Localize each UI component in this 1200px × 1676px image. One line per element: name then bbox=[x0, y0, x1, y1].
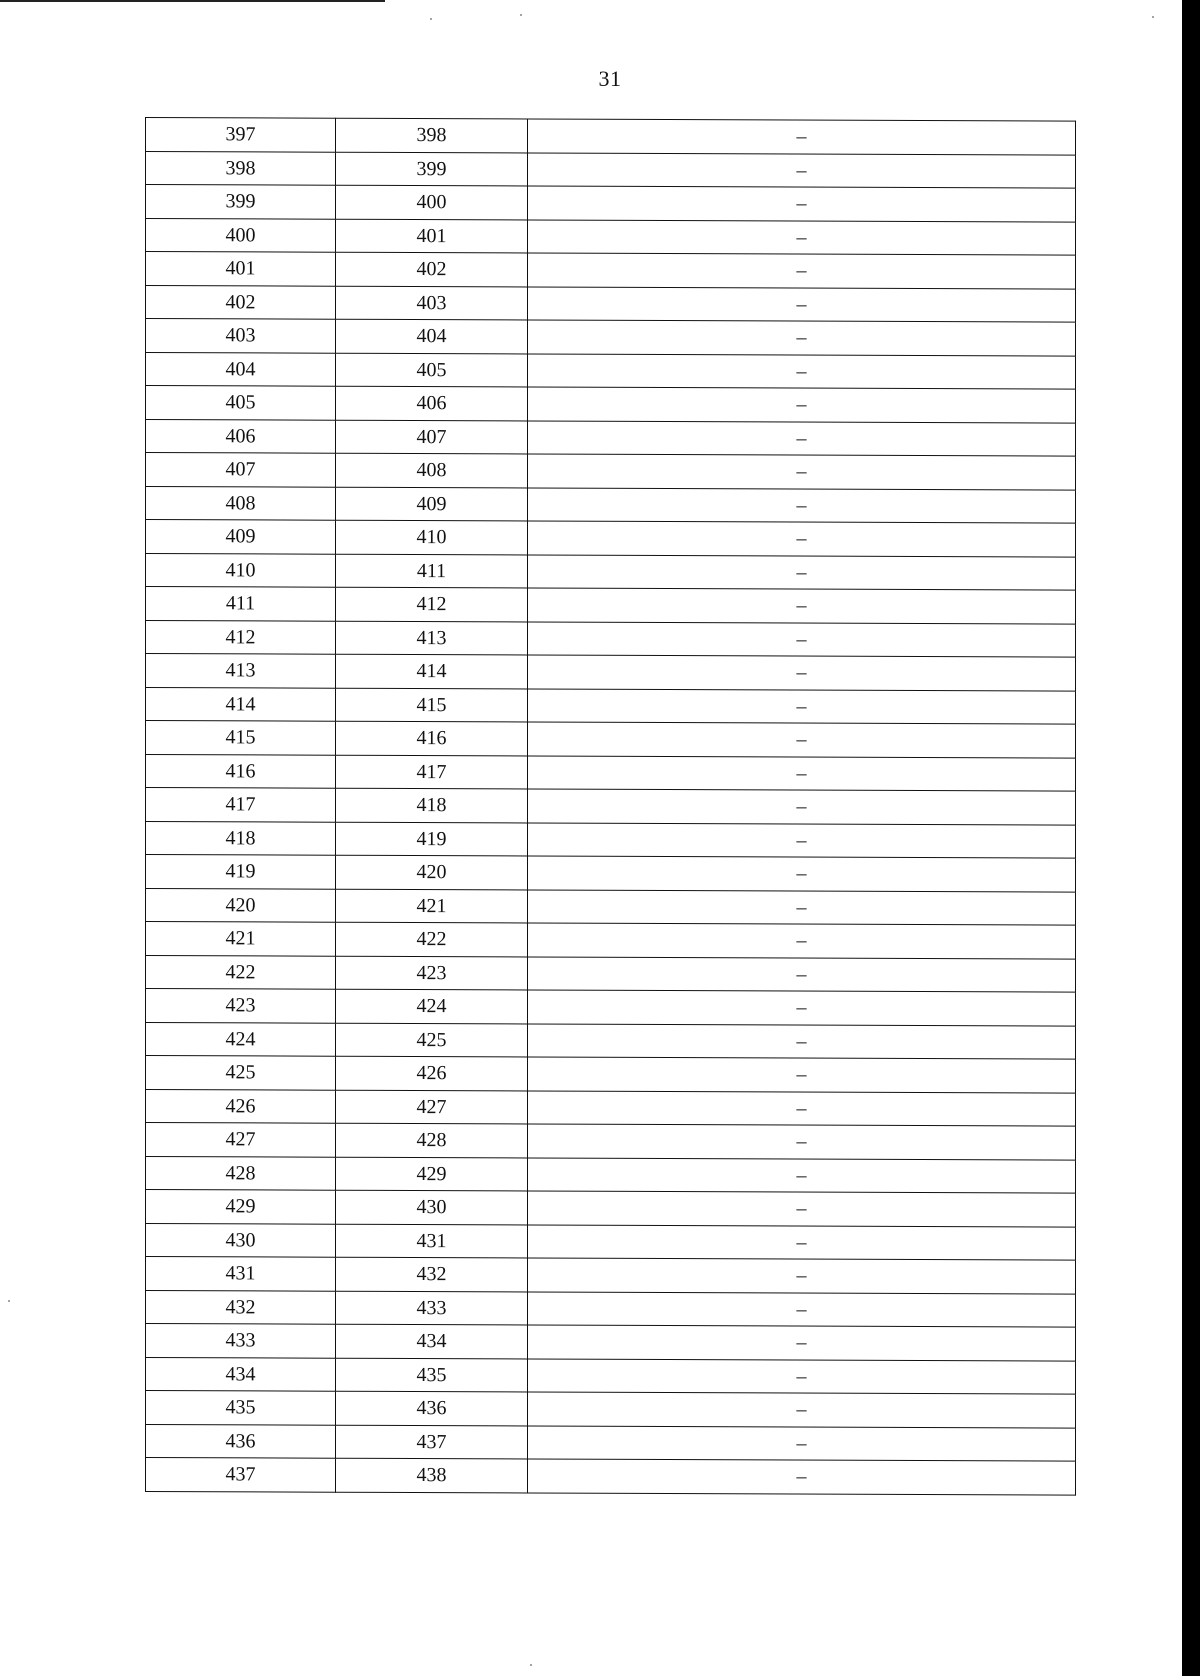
cell-value: – bbox=[528, 353, 1076, 389]
table-row bbox=[146, 319, 1076, 356]
table-row bbox=[146, 1190, 1076, 1227]
table-row bbox=[146, 587, 1076, 624]
cell-value: – bbox=[528, 1258, 1076, 1294]
cell-to-number: 419 bbox=[336, 822, 528, 856]
cell-to-number: 430 bbox=[336, 1190, 528, 1224]
table-row bbox=[146, 185, 1076, 222]
table-row bbox=[146, 721, 1076, 758]
table-row bbox=[146, 453, 1076, 490]
cell-value: – bbox=[528, 1191, 1076, 1227]
cell-value: – bbox=[528, 487, 1076, 523]
cell-from-number: 398 bbox=[146, 151, 336, 185]
cell-value: – bbox=[528, 286, 1076, 322]
table-row bbox=[146, 553, 1076, 590]
cell-value: – bbox=[528, 722, 1076, 758]
cell-from-number: 426 bbox=[146, 1089, 336, 1123]
table-row bbox=[146, 922, 1076, 959]
cell-to-number: 428 bbox=[336, 1123, 528, 1157]
scan-speck bbox=[8, 1300, 10, 1302]
cell-value: – bbox=[528, 621, 1076, 657]
table-row bbox=[146, 955, 1076, 992]
table-row bbox=[146, 252, 1076, 289]
cell-from-number: 411 bbox=[146, 587, 336, 621]
cell-to-number: 422 bbox=[336, 922, 528, 956]
cell-value: – bbox=[528, 1291, 1076, 1327]
cell-to-number: 403 bbox=[336, 286, 528, 320]
cell-to-number: 433 bbox=[336, 1291, 528, 1325]
cell-from-number: 422 bbox=[146, 955, 336, 989]
cell-to-number: 437 bbox=[336, 1425, 528, 1459]
cell-to-number: 417 bbox=[336, 755, 528, 789]
cell-value: – bbox=[528, 688, 1076, 724]
cell-to-number: 438 bbox=[336, 1458, 528, 1492]
cell-from-number: 434 bbox=[146, 1357, 336, 1391]
table-row bbox=[146, 285, 1076, 322]
cell-value: – bbox=[528, 119, 1076, 155]
cell-from-number: 431 bbox=[146, 1257, 336, 1291]
cell-from-number: 403 bbox=[146, 319, 336, 353]
cell-to-number: 424 bbox=[336, 989, 528, 1023]
scan-speck bbox=[1152, 16, 1154, 18]
table-row bbox=[146, 989, 1076, 1026]
page-number: 31 bbox=[598, 66, 622, 91]
cell-value: – bbox=[528, 320, 1076, 356]
scan-top-rule bbox=[0, 0, 385, 2]
cell-value: – bbox=[528, 152, 1076, 188]
cell-value: – bbox=[528, 219, 1076, 255]
cell-from-number: 415 bbox=[146, 721, 336, 755]
cell-to-number: 416 bbox=[336, 721, 528, 755]
cell-value: – bbox=[528, 1057, 1076, 1093]
cell-to-number: 423 bbox=[336, 956, 528, 990]
cell-from-number: 418 bbox=[146, 821, 336, 855]
cell-to-number: 414 bbox=[336, 654, 528, 688]
cell-from-number: 397 bbox=[146, 118, 336, 152]
cell-to-number: 413 bbox=[336, 621, 528, 655]
cell-value: – bbox=[528, 1392, 1076, 1428]
cell-from-number: 408 bbox=[146, 486, 336, 520]
table-row bbox=[146, 118, 1076, 155]
cell-to-number: 411 bbox=[336, 554, 528, 588]
cell-from-number: 412 bbox=[146, 620, 336, 654]
table-row bbox=[146, 754, 1076, 791]
cell-from-number: 401 bbox=[146, 252, 336, 286]
cell-value: – bbox=[528, 387, 1076, 423]
cell-from-number: 430 bbox=[146, 1223, 336, 1257]
cell-value: – bbox=[528, 789, 1076, 825]
table-row bbox=[146, 788, 1076, 825]
cell-to-number: 402 bbox=[336, 252, 528, 286]
cell-from-number: 435 bbox=[146, 1391, 336, 1425]
cell-to-number: 426 bbox=[336, 1056, 528, 1090]
cell-to-number: 412 bbox=[336, 587, 528, 621]
cell-from-number: 414 bbox=[146, 687, 336, 721]
cell-from-number: 421 bbox=[146, 922, 336, 956]
cell-from-number: 399 bbox=[146, 185, 336, 219]
cell-from-number: 424 bbox=[146, 1022, 336, 1056]
cell-value: – bbox=[528, 454, 1076, 490]
cell-to-number: 406 bbox=[336, 386, 528, 420]
cell-from-number: 420 bbox=[146, 888, 336, 922]
scan-speck bbox=[530, 1664, 532, 1666]
cell-from-number: 407 bbox=[146, 453, 336, 487]
table-row bbox=[146, 1123, 1076, 1160]
cell-value: – bbox=[528, 856, 1076, 892]
table-row bbox=[146, 352, 1076, 389]
cell-from-number: 429 bbox=[146, 1190, 336, 1224]
table-row bbox=[146, 1156, 1076, 1193]
cell-from-number: 400 bbox=[146, 218, 336, 252]
cell-to-number: 407 bbox=[336, 420, 528, 454]
table-container bbox=[145, 117, 1075, 1495]
table-row bbox=[146, 1357, 1076, 1394]
cell-from-number: 423 bbox=[146, 989, 336, 1023]
scan-dark-edge bbox=[1182, 0, 1200, 1676]
cell-value: – bbox=[528, 822, 1076, 858]
cell-value: – bbox=[528, 253, 1076, 289]
cell-from-number: 437 bbox=[146, 1458, 336, 1492]
cell-from-number: 425 bbox=[146, 1056, 336, 1090]
cell-value: – bbox=[528, 956, 1076, 992]
cell-value: – bbox=[528, 1023, 1076, 1059]
scan-speck bbox=[520, 14, 522, 16]
table-row bbox=[146, 486, 1076, 523]
cell-from-number: 417 bbox=[146, 788, 336, 822]
cell-to-number: 427 bbox=[336, 1090, 528, 1124]
cell-from-number: 404 bbox=[146, 352, 336, 386]
table-row bbox=[146, 620, 1076, 657]
table-row bbox=[146, 1022, 1076, 1059]
cell-from-number: 410 bbox=[146, 553, 336, 587]
cell-from-number: 413 bbox=[146, 654, 336, 688]
cell-from-number: 433 bbox=[146, 1324, 336, 1358]
cell-to-number: 420 bbox=[336, 855, 528, 889]
cell-value: – bbox=[528, 521, 1076, 557]
cell-value: – bbox=[528, 1325, 1076, 1361]
cell-from-number: 428 bbox=[146, 1156, 336, 1190]
table-row bbox=[146, 855, 1076, 892]
cell-to-number: 434 bbox=[336, 1324, 528, 1358]
cell-value: – bbox=[528, 923, 1076, 959]
cell-to-number: 400 bbox=[336, 185, 528, 219]
cell-value: – bbox=[528, 889, 1076, 925]
cell-to-number: 418 bbox=[336, 788, 528, 822]
cell-value: – bbox=[528, 1358, 1076, 1394]
cell-value: – bbox=[528, 1090, 1076, 1126]
scan-speck bbox=[430, 18, 432, 20]
cell-value: – bbox=[528, 1425, 1076, 1461]
cell-value: – bbox=[528, 554, 1076, 590]
table-body bbox=[146, 118, 1076, 1495]
cell-value: – bbox=[528, 755, 1076, 791]
table-row bbox=[146, 687, 1076, 724]
cell-value: – bbox=[528, 1124, 1076, 1160]
cell-to-number: 410 bbox=[336, 520, 528, 554]
cell-to-number: 421 bbox=[336, 889, 528, 923]
table-row bbox=[146, 654, 1076, 691]
cell-from-number: 416 bbox=[146, 754, 336, 788]
table-row bbox=[146, 1089, 1076, 1126]
table-row bbox=[146, 1391, 1076, 1428]
table-row bbox=[146, 1056, 1076, 1093]
data-table bbox=[145, 117, 1076, 1495]
table-row bbox=[146, 1223, 1076, 1260]
cell-from-number: 427 bbox=[146, 1123, 336, 1157]
cell-to-number: 435 bbox=[336, 1358, 528, 1392]
table-row bbox=[146, 821, 1076, 858]
cell-from-number: 436 bbox=[146, 1424, 336, 1458]
cell-from-number: 432 bbox=[146, 1290, 336, 1324]
cell-to-number: 429 bbox=[336, 1157, 528, 1191]
cell-from-number: 406 bbox=[146, 419, 336, 453]
cell-from-number: 419 bbox=[146, 855, 336, 889]
table-row bbox=[146, 888, 1076, 925]
cell-to-number: 415 bbox=[336, 688, 528, 722]
cell-to-number: 405 bbox=[336, 353, 528, 387]
table-row bbox=[146, 1424, 1076, 1461]
cell-to-number: 431 bbox=[336, 1224, 528, 1258]
table-row bbox=[146, 151, 1076, 188]
cell-from-number: 409 bbox=[146, 520, 336, 554]
table-row bbox=[146, 1324, 1076, 1361]
cell-value: – bbox=[528, 420, 1076, 456]
cell-to-number: 408 bbox=[336, 453, 528, 487]
table-row bbox=[146, 520, 1076, 557]
cell-from-number: 402 bbox=[146, 285, 336, 319]
cell-from-number: 405 bbox=[146, 386, 336, 420]
cell-to-number: 404 bbox=[336, 319, 528, 353]
cell-value: – bbox=[528, 655, 1076, 691]
table-row bbox=[146, 1290, 1076, 1327]
cell-to-number: 398 bbox=[336, 118, 528, 152]
table-row bbox=[146, 1257, 1076, 1294]
cell-value: – bbox=[528, 1157, 1076, 1193]
table-row bbox=[146, 419, 1076, 456]
table-row bbox=[146, 1458, 1076, 1495]
table-row bbox=[146, 386, 1076, 423]
cell-to-number: 409 bbox=[336, 487, 528, 521]
cell-to-number: 399 bbox=[336, 152, 528, 186]
cell-value: – bbox=[528, 1224, 1076, 1260]
cell-to-number: 425 bbox=[336, 1023, 528, 1057]
cell-value: – bbox=[528, 588, 1076, 624]
cell-value: – bbox=[528, 990, 1076, 1026]
table-row bbox=[146, 218, 1076, 255]
cell-value: – bbox=[528, 186, 1076, 222]
cell-to-number: 432 bbox=[336, 1257, 528, 1291]
cell-to-number: 436 bbox=[336, 1391, 528, 1425]
cell-to-number: 401 bbox=[336, 219, 528, 253]
cell-value: – bbox=[528, 1459, 1076, 1495]
